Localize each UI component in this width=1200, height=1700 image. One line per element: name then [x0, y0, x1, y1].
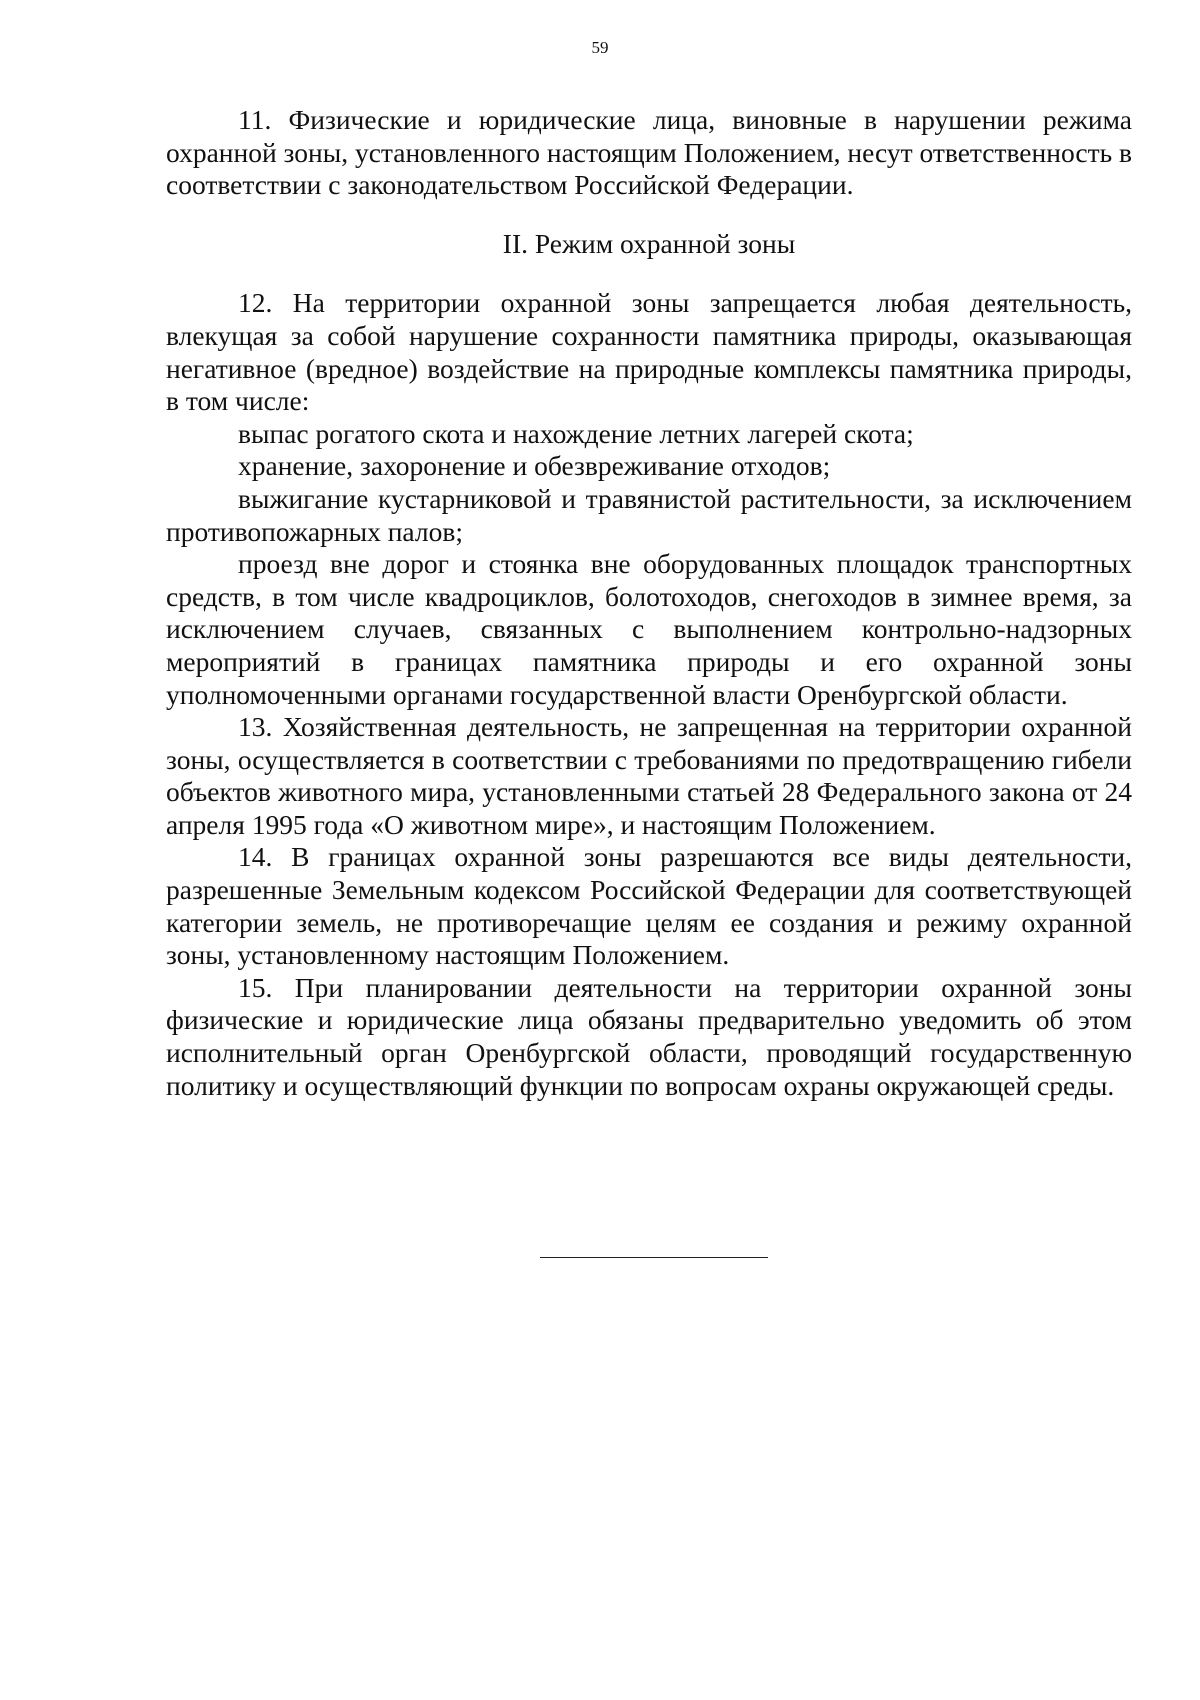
paragraph-12: 12. На территории охранной зоны запрещается любая деятельность, влекущая за собой нарушение сохранности памятника природы, оказывающая негативное (вредное) воздействие на природные комплексы памятника природы, в том числе: — [166, 287, 1132, 417]
list-item-waste: хранение, захоронение и обезвреживание отходов; — [238, 450, 831, 482]
list-item-offroad: проезд вне дорог и стоянка вне оборудованных площадок транспортных средств, в том числе квадроциклов, болотоходов, снегоходов в зимнее время, за исключением случаев, связанных с выполнением контрольно-надзорных мероприятий в границах памятника природы и его охранной зоны уполномоченными органами государственной власти Оренбургской области. — [166, 548, 1132, 710]
paragraph-15: 15. При планировании деятельности на территории охранной зоны физические и юридические лица обязаны предварительно уведомить об этом исполнительный орган Оренбургской области, проводящий государственную политику и осуществляющий функции по вопросам охраны окружающей среды. — [166, 971, 1132, 1101]
paragraph-14: 14. В границах охранной зоны разрешаются все виды деятельности, разрешенные Земельным кодексом Российской Федерации для соответствующей категории земель, не противоречащие целям ее создания и режиму охранной зоны, установленному настоящим Положением. — [166, 841, 1132, 971]
list-item-burning: выжигание кустарниковой и травянистой растительности, за исключением противопожарных палов; — [166, 482, 1132, 547]
section-heading: II. Режим охранной зоны — [502, 227, 796, 259]
paragraph-13: 13. Хозяйственная деятельность, не запрещенная на территории охранной зоны, осуществляется в соответствии с требованиями по предотвращению гибели объектов животного мира, установленными статьей 28 Федерального закона от 24 апреля 1995 года «О животном мире», и настоящим Положением. — [166, 711, 1132, 840]
paragraph-11: 11. Физические и юридические лица, виновные в нарушении режима охранной зоны, установленного настоящим Положением, несут ответственность в соответствии с законодательством Российской Федерации. — [166, 104, 1133, 201]
document-body — [166, 104, 1132, 1102]
page-number: 59 — [591, 38, 609, 57]
list-item-grazing: выпас рогатого скота и нахождение летних лагерей скота; — [238, 417, 914, 449]
end-of-document-rule — [540, 1257, 768, 1258]
